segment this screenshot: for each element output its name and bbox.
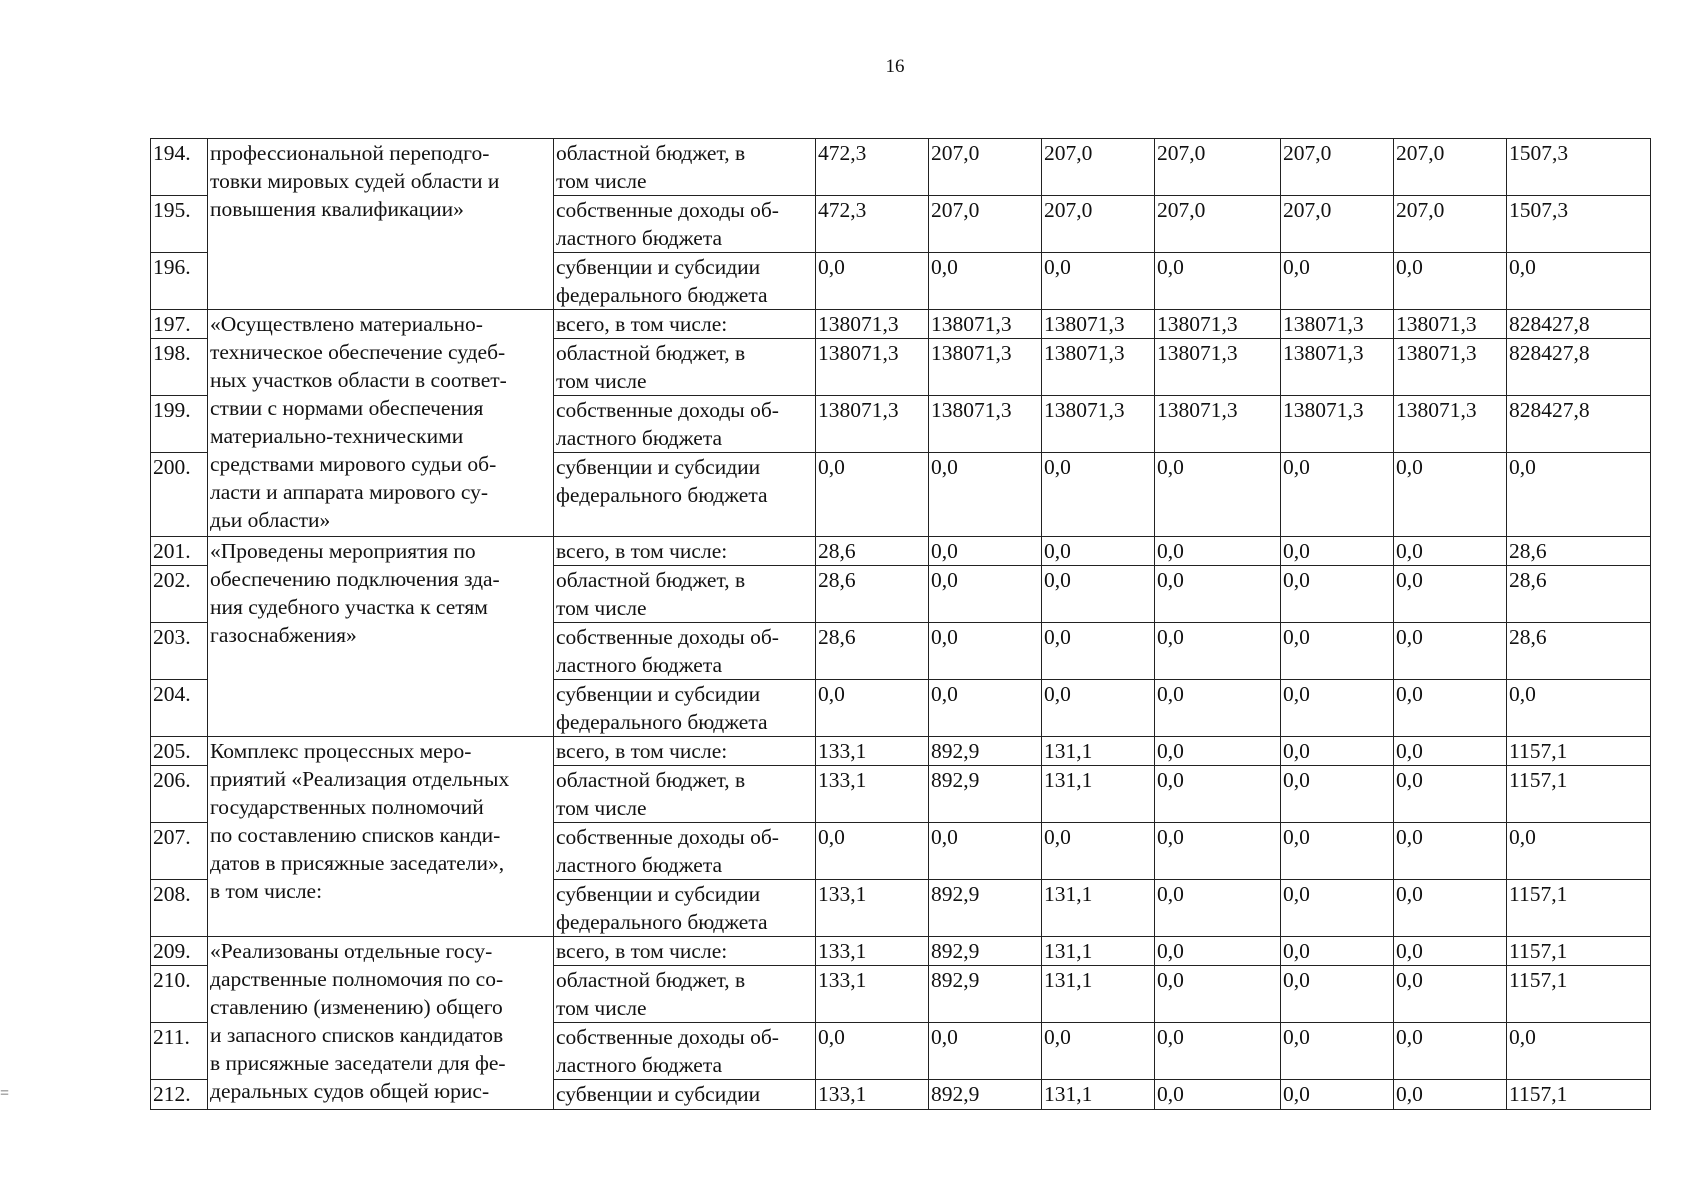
- value-cell: 0,0: [1394, 253, 1507, 310]
- value-cell: 0,0: [1042, 1023, 1155, 1080]
- row-number: 210.: [151, 966, 208, 1023]
- row-number: 212.: [151, 1080, 208, 1110]
- funding-source: областной бюджет, в том числе: [554, 139, 816, 196]
- value-cell: 0,0: [1155, 880, 1281, 937]
- value-cell: 0,0: [929, 253, 1042, 310]
- value-cell: 207,0: [929, 139, 1042, 196]
- value-cell: 0,0: [929, 537, 1042, 566]
- row-number: 196.: [151, 253, 208, 310]
- value-cell: 131,1: [1042, 937, 1155, 966]
- activity-description: Комплекс процессных меро- приятий «Реализация отдельных государственных полномочий по составлению списков канди- датов в присяжные заседатели», в том числе:: [208, 737, 554, 937]
- row-number: 201.: [151, 537, 208, 566]
- value-cell: 0,0: [1155, 823, 1281, 880]
- value-cell: 892,9: [929, 737, 1042, 766]
- value-cell: 0,0: [816, 680, 929, 737]
- value-cell: 0,0: [1155, 623, 1281, 680]
- value-cell: 0,0: [1281, 823, 1394, 880]
- funding-source: областной бюджет, в том числе: [554, 566, 816, 623]
- value-cell: 0,0: [816, 253, 929, 310]
- total-value-cell: 1157,1: [1507, 966, 1651, 1023]
- total-value-cell: 1507,3: [1507, 196, 1651, 253]
- funding-source: всего, в том числе:: [554, 310, 816, 339]
- value-cell: 138071,3: [816, 339, 929, 396]
- funding-source: собственные доходы об- ластного бюджета: [554, 396, 816, 453]
- activity-description: «Осуществлено материально- техническое обеспечение судеб- ных участков области в соответ- ствии с нормами обеспечения материально-техническими средствами мирового судьи об- ласти и аппарата мирового су- дьи области»: [208, 310, 554, 537]
- value-cell: 0,0: [1042, 537, 1155, 566]
- value-cell: 138071,3: [1042, 310, 1155, 339]
- table-body: [151, 139, 1651, 1110]
- value-cell: 138071,3: [929, 339, 1042, 396]
- value-cell: 0,0: [1394, 680, 1507, 737]
- value-cell: 138071,3: [1155, 310, 1281, 339]
- activity-description: «Реализованы отдельные госу- дарственные полномочия по со- ставлению (изменению) общего и запасного списков кандидатов в присяжные заседатели для фе- деральных судов общей юрис-: [208, 937, 554, 1110]
- value-cell: 0,0: [1394, 880, 1507, 937]
- value-cell: 0,0: [816, 453, 929, 537]
- total-value-cell: 828427,8: [1507, 310, 1651, 339]
- funding-source: собственные доходы об- ластного бюджета: [554, 623, 816, 680]
- value-cell: 138071,3: [1281, 339, 1394, 396]
- value-cell: 0,0: [1281, 737, 1394, 766]
- value-cell: 207,0: [1281, 196, 1394, 253]
- funding-source: субвенции и субсидии федерального бюджета: [554, 253, 816, 310]
- activity-description: профессиональной переподго- товки мировых судей области и повышения квалификации»: [208, 139, 554, 310]
- value-cell: 131,1: [1042, 1080, 1155, 1110]
- value-cell: 133,1: [816, 1080, 929, 1110]
- funding-source: собственные доходы об- ластного бюджета: [554, 196, 816, 253]
- value-cell: 472,3: [816, 139, 929, 196]
- total-value-cell: 1157,1: [1507, 937, 1651, 966]
- total-value-cell: 0,0: [1507, 1023, 1651, 1080]
- activity-description: «Проведены мероприятия по обеспечению подключения зда- ния судебного участка к сетям газоснабжения»: [208, 537, 554, 737]
- value-cell: 138071,3: [1394, 310, 1507, 339]
- value-cell: 892,9: [929, 937, 1042, 966]
- value-cell: 0,0: [929, 453, 1042, 537]
- budget-table: [150, 138, 1651, 1110]
- value-cell: 138071,3: [1281, 310, 1394, 339]
- value-cell: 138071,3: [816, 310, 929, 339]
- value-cell: 133,1: [816, 880, 929, 937]
- row-number: 204.: [151, 680, 208, 737]
- value-cell: 0,0: [1042, 453, 1155, 537]
- value-cell: 0,0: [1042, 623, 1155, 680]
- value-cell: 0,0: [1394, 453, 1507, 537]
- value-cell: 131,1: [1042, 766, 1155, 823]
- funding-source: субвенции и субсидии федерального бюджета: [554, 680, 816, 737]
- value-cell: 207,0: [1155, 196, 1281, 253]
- funding-source: областной бюджет, в том числе: [554, 966, 816, 1023]
- total-value-cell: 1507,3: [1507, 139, 1651, 196]
- value-cell: 0,0: [1394, 623, 1507, 680]
- value-cell: 0,0: [929, 1023, 1042, 1080]
- value-cell: 892,9: [929, 880, 1042, 937]
- value-cell: 0,0: [929, 566, 1042, 623]
- value-cell: 0,0: [1042, 823, 1155, 880]
- value-cell: 0,0: [1042, 566, 1155, 623]
- value-cell: 28,6: [816, 623, 929, 680]
- value-cell: 0,0: [1281, 766, 1394, 823]
- value-cell: 207,0: [1394, 139, 1507, 196]
- total-value-cell: 0,0: [1507, 680, 1651, 737]
- value-cell: 133,1: [816, 766, 929, 823]
- row-number: 205.: [151, 737, 208, 766]
- value-cell: 133,1: [816, 737, 929, 766]
- value-cell: 892,9: [929, 966, 1042, 1023]
- value-cell: 138071,3: [1042, 396, 1155, 453]
- table-row: [151, 937, 1651, 966]
- value-cell: 28,6: [816, 566, 929, 623]
- total-value-cell: 828427,8: [1507, 339, 1651, 396]
- total-value-cell: 1157,1: [1507, 1080, 1651, 1110]
- row-number: 202.: [151, 566, 208, 623]
- value-cell: 133,1: [816, 966, 929, 1023]
- value-cell: 0,0: [1155, 1023, 1281, 1080]
- row-number: 197.: [151, 310, 208, 339]
- value-cell: 207,0: [929, 196, 1042, 253]
- value-cell: 0,0: [1281, 566, 1394, 623]
- value-cell: 0,0: [1394, 823, 1507, 880]
- value-cell: 0,0: [929, 623, 1042, 680]
- funding-source: всего, в том числе:: [554, 737, 816, 766]
- value-cell: 0,0: [1281, 966, 1394, 1023]
- funding-source: собственные доходы об- ластного бюджета: [554, 823, 816, 880]
- value-cell: 207,0: [1042, 139, 1155, 196]
- row-number: 207.: [151, 823, 208, 880]
- value-cell: 892,9: [929, 766, 1042, 823]
- value-cell: 131,1: [1042, 737, 1155, 766]
- value-cell: 0,0: [1394, 537, 1507, 566]
- value-cell: 0,0: [1281, 253, 1394, 310]
- value-cell: 0,0: [1394, 766, 1507, 823]
- value-cell: 0,0: [1281, 880, 1394, 937]
- value-cell: 207,0: [1042, 196, 1155, 253]
- value-cell: 207,0: [1281, 139, 1394, 196]
- page-number: 16: [885, 56, 905, 77]
- value-cell: 0,0: [1155, 966, 1281, 1023]
- value-cell: 0,0: [1281, 453, 1394, 537]
- value-cell: 138071,3: [929, 310, 1042, 339]
- value-cell: 0,0: [1394, 566, 1507, 623]
- value-cell: 0,0: [1155, 1080, 1281, 1110]
- funding-source: всего, в том числе:: [554, 537, 816, 566]
- row-number: 208.: [151, 880, 208, 937]
- value-cell: 0,0: [816, 1023, 929, 1080]
- funding-source: всего, в том числе:: [554, 937, 816, 966]
- value-cell: 0,0: [1155, 566, 1281, 623]
- value-cell: 892,9: [929, 1080, 1042, 1110]
- row-number: 206.: [151, 766, 208, 823]
- value-cell: 0,0: [1155, 680, 1281, 737]
- value-cell: 0,0: [1155, 253, 1281, 310]
- total-value-cell: 1157,1: [1507, 766, 1651, 823]
- value-cell: 138071,3: [816, 396, 929, 453]
- margin-mark: =: [0, 1085, 10, 1102]
- funding-source: областной бюджет, в том числе: [554, 766, 816, 823]
- value-cell: 0,0: [1155, 537, 1281, 566]
- value-cell: 0,0: [1155, 937, 1281, 966]
- value-cell: 131,1: [1042, 966, 1155, 1023]
- value-cell: 0,0: [1281, 680, 1394, 737]
- value-cell: 138071,3: [1394, 396, 1507, 453]
- value-cell: 0,0: [1042, 680, 1155, 737]
- total-value-cell: 1157,1: [1507, 880, 1651, 937]
- value-cell: 0,0: [1281, 1023, 1394, 1080]
- row-number: 211.: [151, 1023, 208, 1080]
- value-cell: 138071,3: [1042, 339, 1155, 396]
- value-cell: 0,0: [1394, 1023, 1507, 1080]
- value-cell: 0,0: [929, 823, 1042, 880]
- value-cell: 0,0: [1281, 537, 1394, 566]
- value-cell: 138071,3: [929, 396, 1042, 453]
- total-value-cell: 1157,1: [1507, 737, 1651, 766]
- total-value-cell: 0,0: [1507, 823, 1651, 880]
- value-cell: 472,3: [816, 196, 929, 253]
- funding-source: собственные доходы об- ластного бюджета: [554, 1023, 816, 1080]
- value-cell: 138071,3: [1281, 396, 1394, 453]
- funding-source: субвенции и субсидии: [554, 1080, 816, 1110]
- total-value-cell: 828427,8: [1507, 396, 1651, 453]
- row-number: 200.: [151, 453, 208, 537]
- row-number: 199.: [151, 396, 208, 453]
- value-cell: 0,0: [1281, 937, 1394, 966]
- value-cell: 0,0: [1281, 1080, 1394, 1110]
- value-cell: 0,0: [1394, 1080, 1507, 1110]
- row-number: 195.: [151, 196, 208, 253]
- value-cell: 28,6: [816, 537, 929, 566]
- table-row: [151, 537, 1651, 566]
- value-cell: 0,0: [1281, 623, 1394, 680]
- total-value-cell: 0,0: [1507, 253, 1651, 310]
- value-cell: 0,0: [1155, 737, 1281, 766]
- value-cell: 133,1: [816, 937, 929, 966]
- table-row: [151, 737, 1651, 766]
- value-cell: 207,0: [1155, 139, 1281, 196]
- table-row: [151, 139, 1651, 196]
- value-cell: 0,0: [929, 680, 1042, 737]
- value-cell: 0,0: [1155, 766, 1281, 823]
- value-cell: 138071,3: [1394, 339, 1507, 396]
- total-value-cell: 0,0: [1507, 453, 1651, 537]
- value-cell: 0,0: [1394, 737, 1507, 766]
- row-number: 203.: [151, 623, 208, 680]
- value-cell: 207,0: [1394, 196, 1507, 253]
- value-cell: 0,0: [1394, 937, 1507, 966]
- funding-source: субвенции и субсидии федерального бюджета: [554, 880, 816, 937]
- total-value-cell: 28,6: [1507, 537, 1651, 566]
- total-value-cell: 28,6: [1507, 566, 1651, 623]
- value-cell: 138071,3: [1155, 339, 1281, 396]
- value-cell: 0,0: [1394, 966, 1507, 1023]
- value-cell: 0,0: [1042, 253, 1155, 310]
- funding-source: областной бюджет, в том числе: [554, 339, 816, 396]
- table-row: [151, 310, 1651, 339]
- total-value-cell: 28,6: [1507, 623, 1651, 680]
- value-cell: 138071,3: [1155, 396, 1281, 453]
- funding-source: субвенции и субсидии федерального бюджета: [554, 453, 816, 537]
- value-cell: 131,1: [1042, 880, 1155, 937]
- row-number: 209.: [151, 937, 208, 966]
- value-cell: 0,0: [1155, 453, 1281, 537]
- row-number: 198.: [151, 339, 208, 396]
- row-number: 194.: [151, 139, 208, 196]
- value-cell: 0,0: [816, 823, 929, 880]
